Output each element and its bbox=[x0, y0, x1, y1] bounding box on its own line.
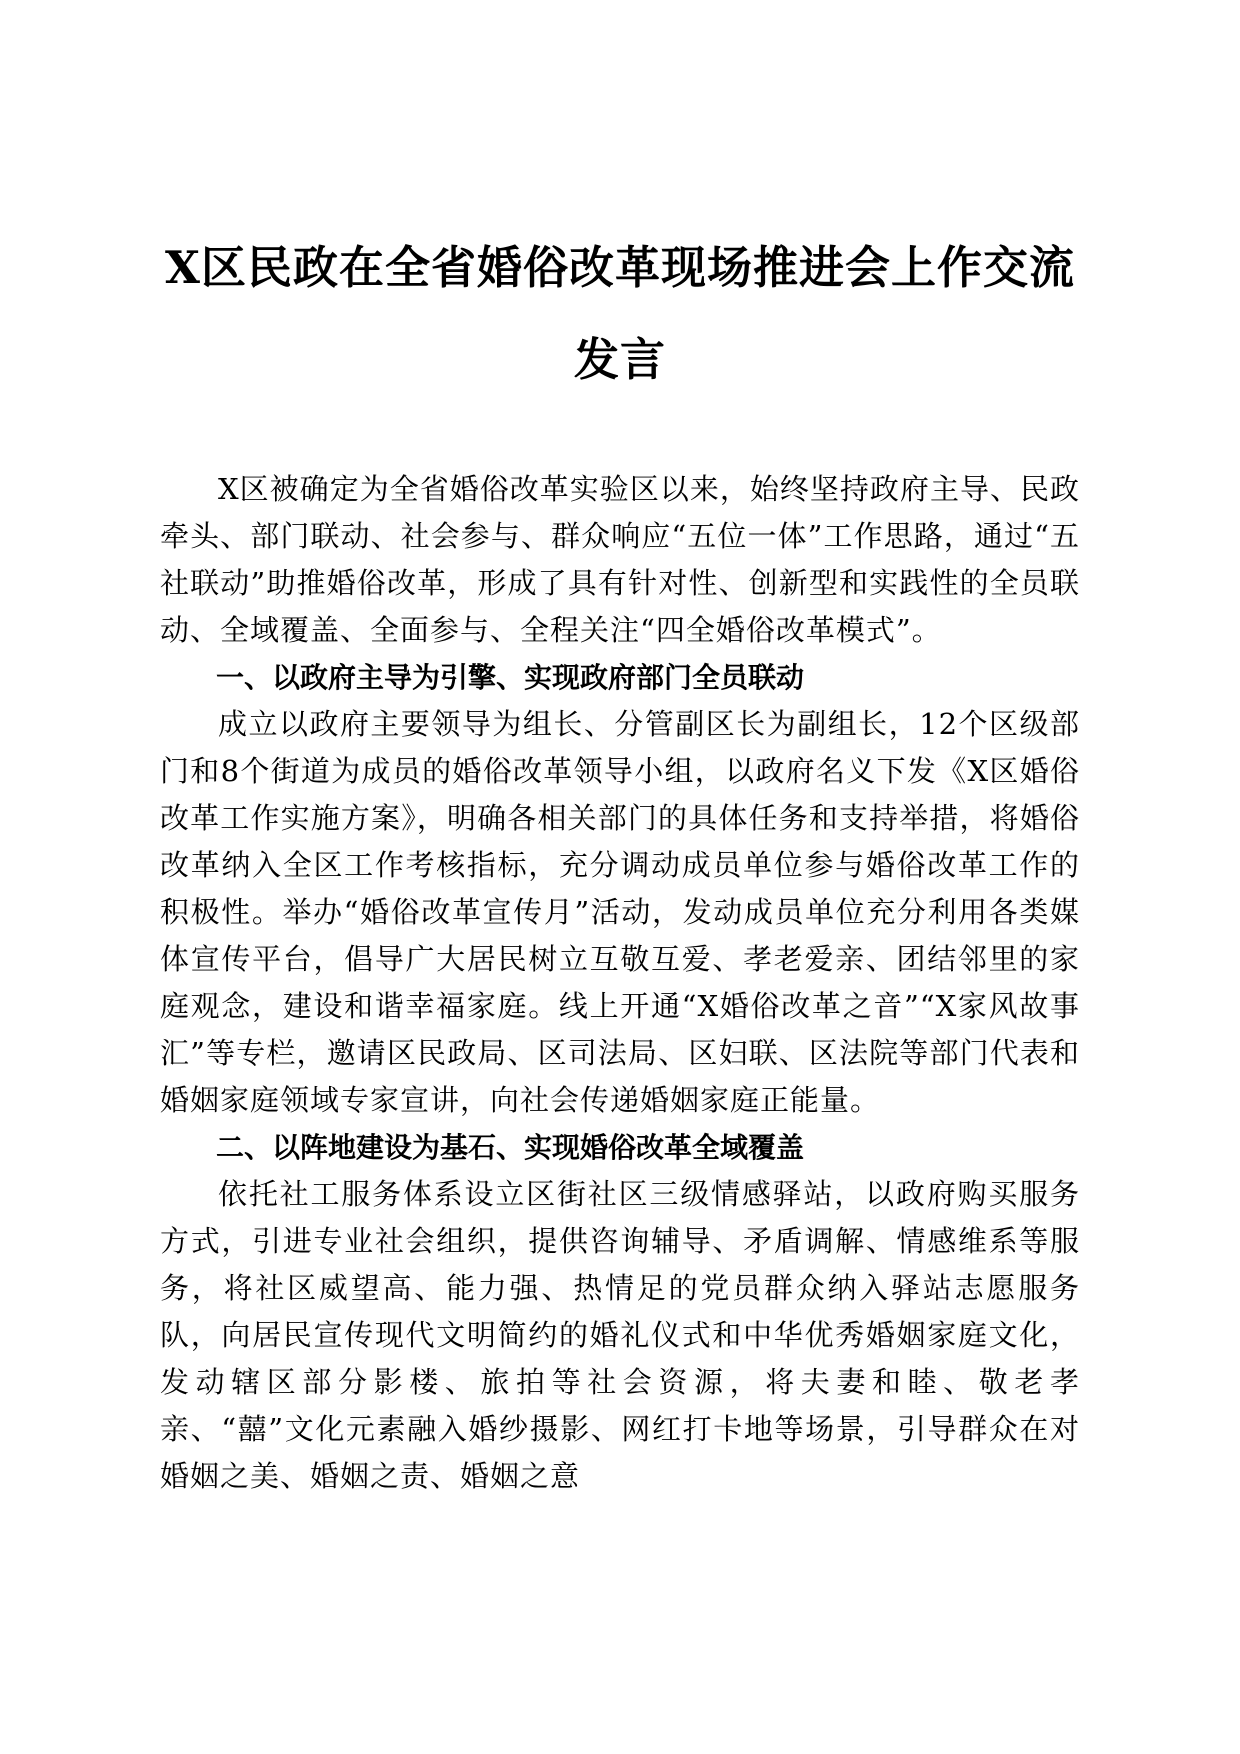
document-title bbox=[160, 222, 1080, 406]
section-2-heading: 二、以阵地建设为基石、实现婚俗改革全域覆盖 bbox=[216, 1131, 805, 1164]
section-1-paragraph: 成立以政府主要领导为组长、分管副区长为副组长，12个区级部门和8个街道为成员的婚俗改革领导小组，以政府名义下发《X区婚俗改革工作实施方案》，明确各相关部门的具体任务和支持举措，将婚俗改革纳入全区工作考核指标，充分调动成员单位参与婚俗改革工作的积极性。举办“婚俗改革宣传月”活动，发动成员单位充分利用各类媒体宣传平台，倡导广大居民树立互敬互爱、孝老爱亲、团结邻里的家庭观念，建设和谐幸福家庭。线上开通“X婚俗改革之音”“X家风故事汇”等专栏，邀请区民政局、区司法局、区妇联、区法院等部门代表和婚姻家庭领域专家宣讲，向社会传递婚姻家庭正能量。 bbox=[160, 707, 1080, 1117]
document-body bbox=[160, 466, 1080, 1500]
section-1-heading: 一、以政府主导为引擎、实现政府部门全员联动 bbox=[216, 661, 805, 694]
document-page bbox=[160, 0, 1080, 1754]
section-2-paragraph: 依托社工服务体系设立区街社区三级情感驿站，以政府购买服务方式，引进专业社会组织，提供咨询辅导、矛盾调解、情感维系等服务，将社区威望高、能力强、热情足的党员群众纳入驿站志愿服务队，向居民宣传现代文明简约的婚礼仪式和中华优秀婚姻家庭文化，发动辖区部分影楼、旅拍等社会资源，将夫妻和睦、敬老孝亲、“囍”文化元素融入婚纱摄影、网红打卡地等场景，引导群众在对婚姻之美、婚姻之责、婚姻之意 bbox=[160, 1177, 1080, 1493]
title-line-1: X区民政在全省婚俗改革现场推进会上作交流 bbox=[165, 241, 1075, 294]
intro-paragraph: X区被确定为全省婚俗改革实验区以来，始终坚持政府主导、民政牵头、部门联动、社会参与、群众响应“五位一体”工作思路，通过“五社联动”助推婚俗改革，形成了具有针对性、创新型和实践性的全员联动、全域覆盖、全面参与、全程关注“四全婚俗改革模式”。 bbox=[160, 472, 1080, 647]
title-line-2: 发言 bbox=[573, 333, 666, 386]
